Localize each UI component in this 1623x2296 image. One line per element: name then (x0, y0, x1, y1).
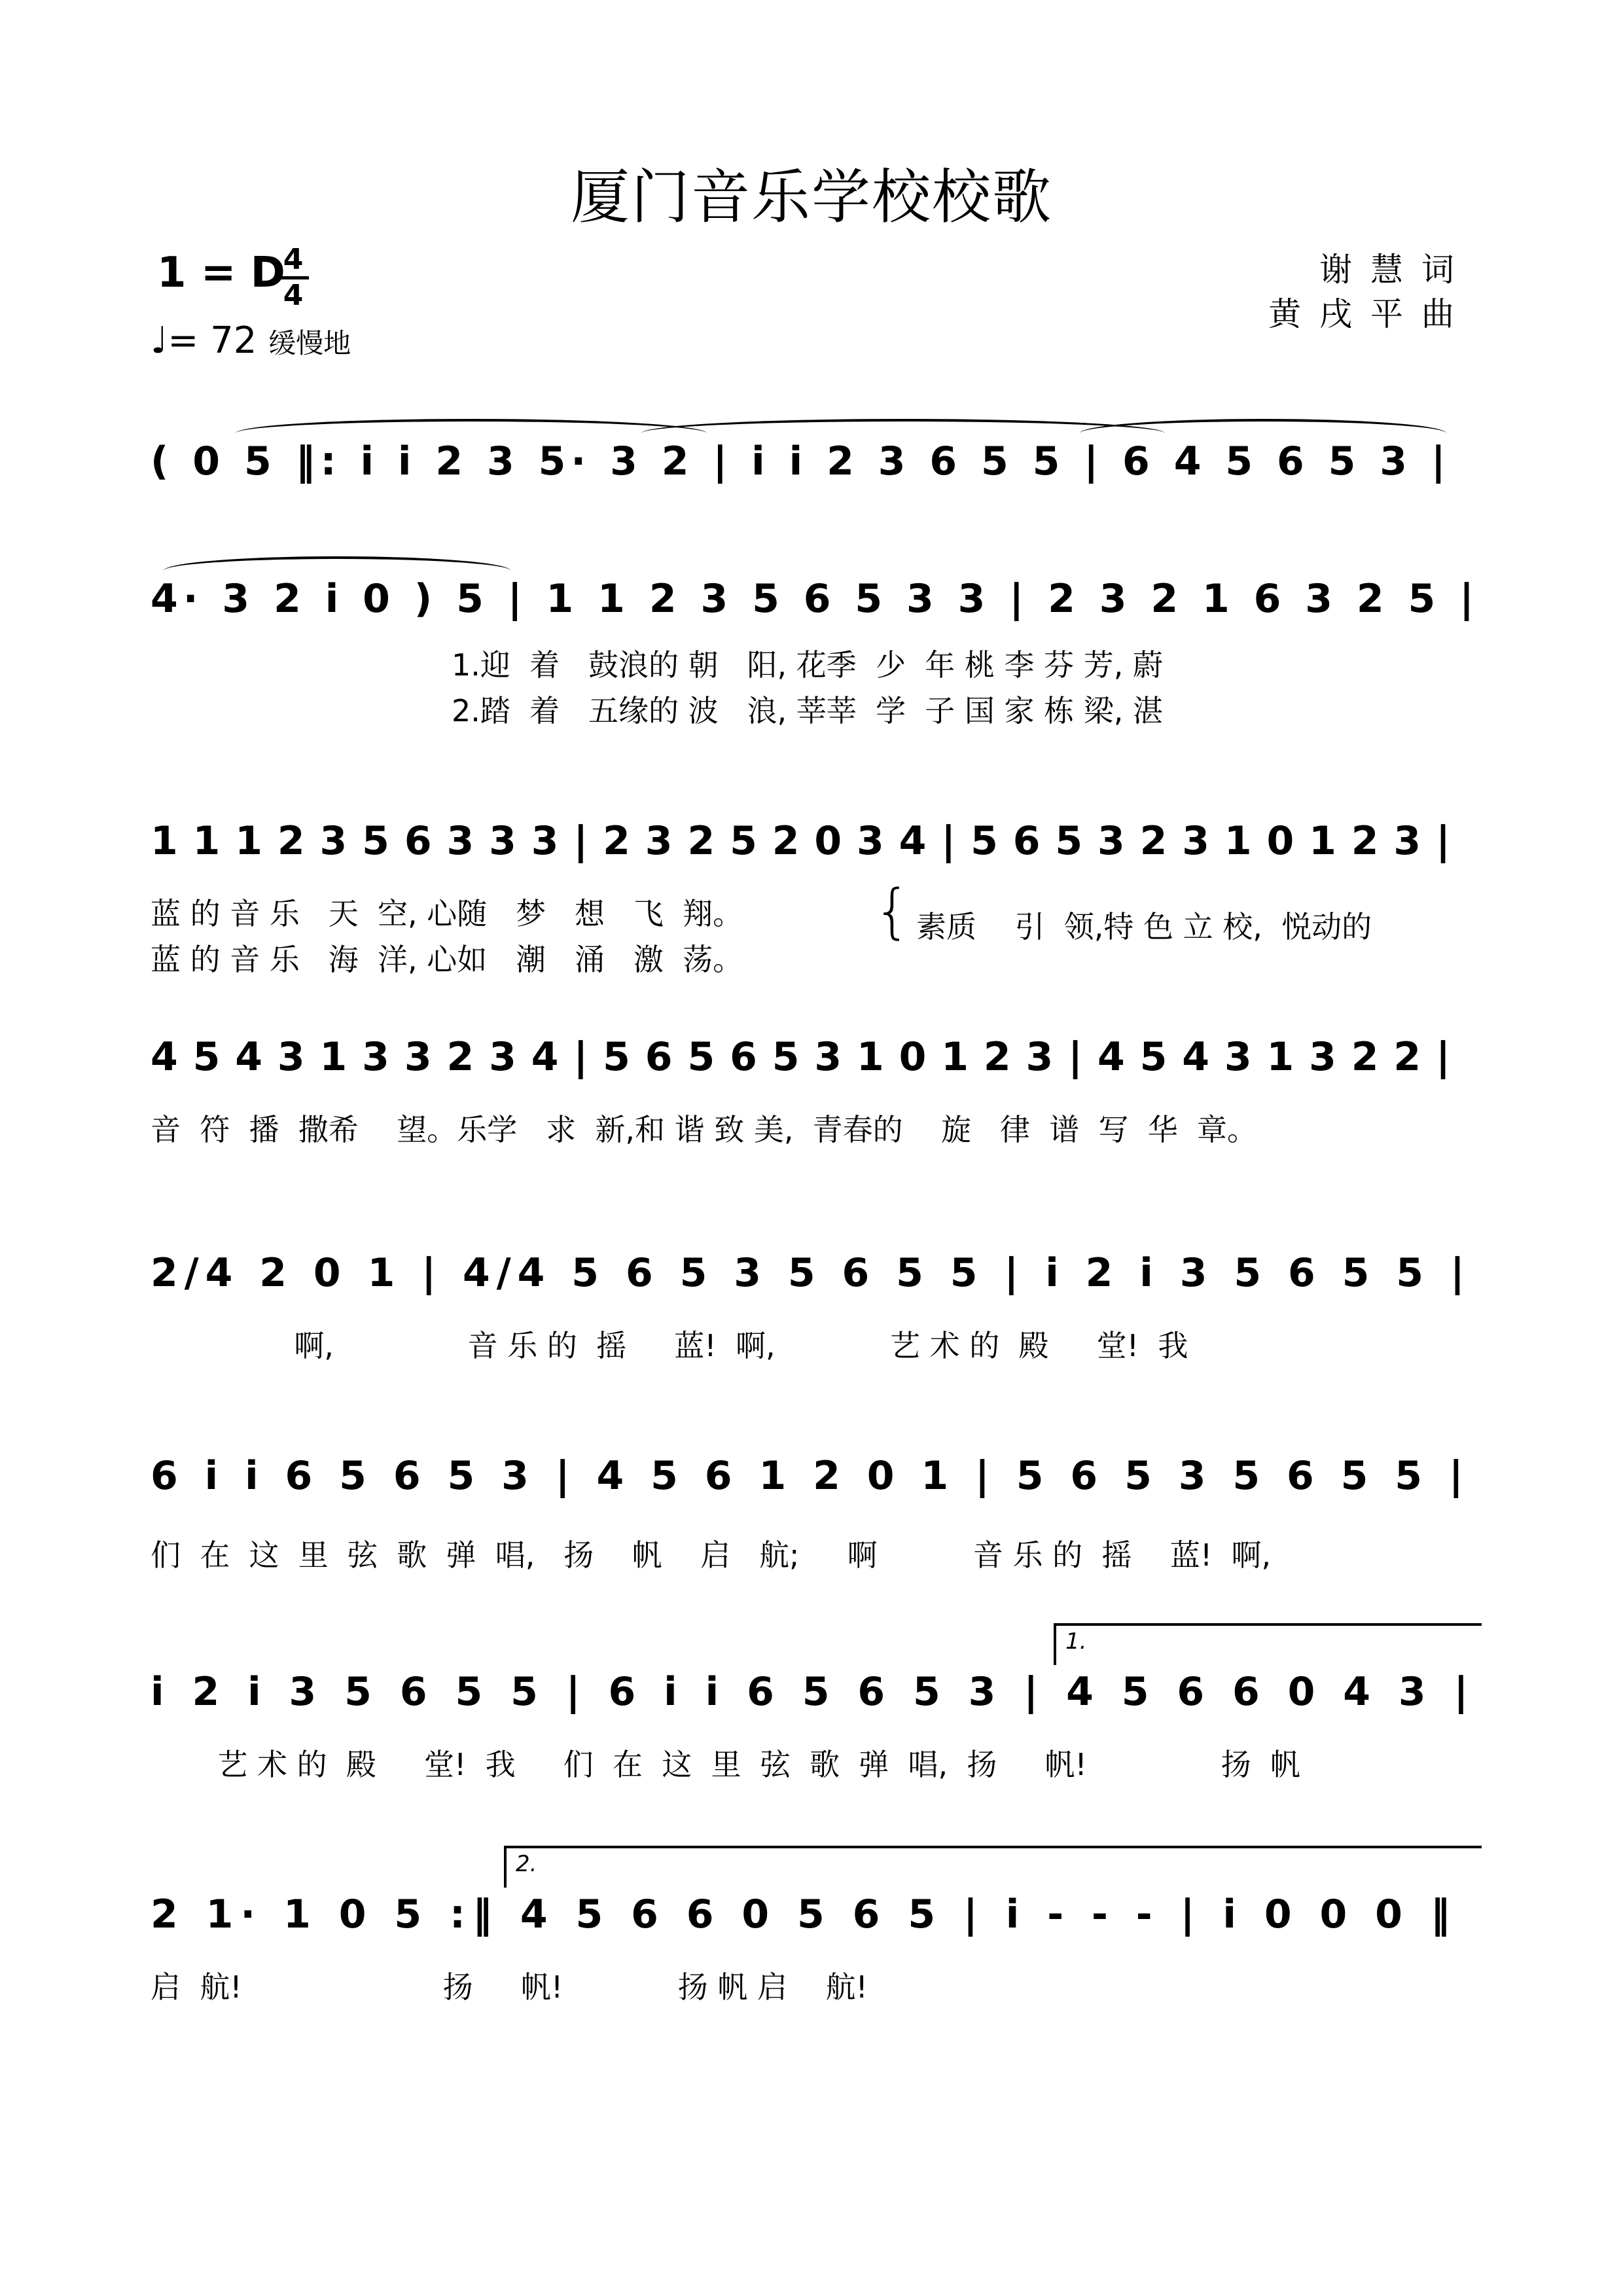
score-system-4 (151, 1021, 1479, 1147)
time-signature-bottom: 4 (283, 279, 304, 312)
notation-line: 1 1 1 2 3 5 6 3 3 3 | 2 3 2 5 2 0 3 4 | 5 6 5 3 2 3 1 0 1 2 3 | (151, 818, 1451, 864)
key-signature: 1 = D (157, 249, 285, 297)
lyric-line-verse-1: 1.迎 着 鼓浪的 朝 阳, 花季 少 年 桃 李 芬 芳, 蔚 (452, 647, 1163, 683)
composer-credit: 黄戌平曲 (1268, 295, 1472, 333)
score-system-3 (151, 805, 1479, 977)
lyric-line: 启 航! 扬 帆! 扬 帆 启 航! (151, 1969, 868, 2005)
tempo-bpm: = 72 (168, 319, 257, 362)
notation-line: 2/4 2 0 1 | 4/4 5 6 5 3 5 6 5 5 | i 2 i 3 5 6 5 5 | (151, 1250, 1471, 1296)
second-ending-bracket: 2. (504, 1846, 1482, 1888)
lyric-line: 啊, 音 乐 的 摇 蓝! 啊, 艺 术 的 殿 堂! 我 (151, 1328, 1188, 1363)
notation-line: ( 0 5 ‖: i i 2 3 5· 3 2 | i i 2 3 6 5 5 | 6 4 5 6 5 3 | (151, 439, 1451, 484)
score-system-5 (151, 1237, 1479, 1363)
tempo-marking (151, 319, 351, 362)
tempo-text: 缓慢地 (268, 327, 351, 359)
score-system-7 (151, 1628, 1479, 1782)
notation-line: 4· 3 2 i 0 ) 5 | 1 1 2 3 5 6 5 3 3 | 2 3 2 1 6 3 2 5 | (151, 576, 1480, 622)
brace-icon: { (874, 877, 912, 946)
lyric-line-chorus: 素质 引 领,特 色 立 校, 悦动的 (916, 909, 1372, 944)
time-signature (274, 243, 313, 312)
lyric-line: 艺 术 的 殿 堂! 我 们 在 这 里 弦 歌 弹 唱, 扬 帆! 扬 帆 (151, 1747, 1300, 1782)
notation-line: 2 1· 1 0 5 :‖ 4 5 6 6 0 5 6 5 | i - - - | i 0 0 0 ‖ (151, 1892, 1457, 1937)
first-ending-bracket: 1. (1054, 1623, 1482, 1665)
time-signature-top: 4 (283, 243, 304, 276)
lyric-line: 音 符 播 撒希 望。乐学 求 新,和 谐 致 美, 青春的 旋 律 谱 写 华 章。 (151, 1112, 1258, 1147)
score-system-2 (151, 563, 1480, 728)
lyric-line: 们 在 这 里 弦 歌 弹 唱, 扬 帆 启 航; 啊 音 乐 的 摇 蓝! 啊, (151, 1537, 1272, 1573)
score-system-1 (151, 425, 1479, 517)
page-title: 厦门音乐学校校歌 (571, 163, 1052, 232)
lyric-line-verse-2: 蓝 的 音 乐 海 洋, 心如 潮 涌 激 荡。 (151, 942, 743, 977)
notation-line: 6 i i 6 5 6 5 3 | 4 5 6 1 2 0 1 | 5 6 5 3 5 6 5 5 | (151, 1453, 1470, 1499)
notation-line: 4 5 4 3 1 3 3 2 3 4 | 5 6 5 6 5 3 1 0 1 2 3 | 4 5 4 3 1 3 2 2 | (151, 1034, 1451, 1080)
score-system-8 (151, 1851, 1479, 2005)
notation-line: i 2 i 3 5 6 5 5 | 6 i i 6 5 6 5 3 | 4 5 6 6 0 4 3 | (151, 1669, 1476, 1715)
score-system-6 (151, 1440, 1479, 1573)
lyric-line-verse-1: 蓝 的 音 乐 天 空, 心随 梦 想 飞 翔。 (151, 896, 743, 931)
lyricist-credit: 谢慧词 (1319, 251, 1472, 289)
lyric-line-verse-2: 2.踏 着 五缘的 波 浪, 莘莘 学 子 国 家 栋 梁, 湛 (452, 693, 1163, 728)
quarter-note-icon: ♩ (151, 319, 168, 362)
